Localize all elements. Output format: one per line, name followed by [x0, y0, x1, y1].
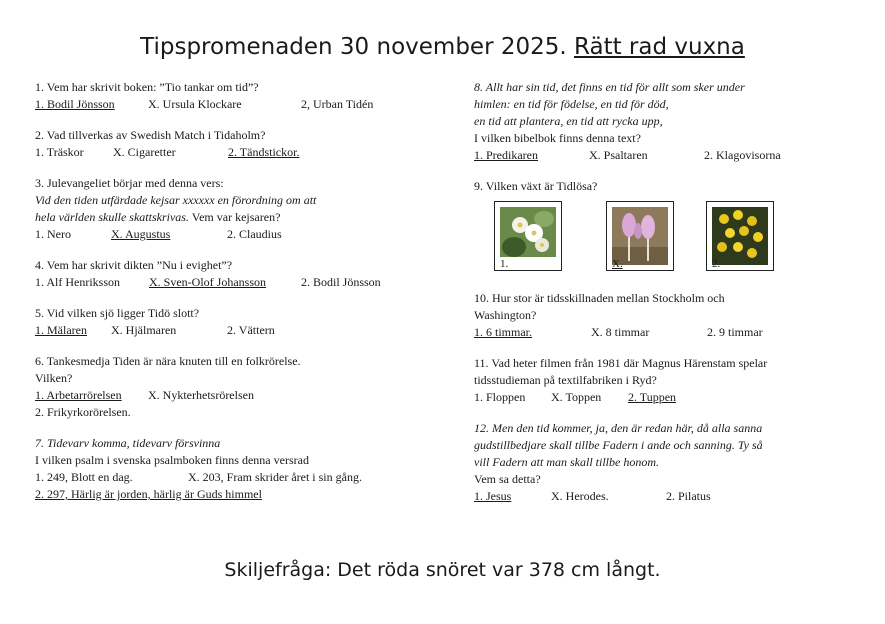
answer-2: 2. Vättern [227, 323, 275, 337]
answer-1: 1. Nero [35, 227, 71, 241]
question-text: Vem sa detta? [474, 472, 541, 486]
answer-2: 2. Claudius [227, 227, 282, 241]
page-title [0, 34, 885, 60]
answer-2: 2. Frikyrkorörelsen. [35, 405, 131, 419]
crocus-flower-icon [612, 207, 668, 265]
answer-x: X. Nykterhetsrörelsen [148, 388, 254, 402]
question-text: 9. Vilken växt är Tidlösa? [474, 179, 598, 193]
tiebreaker-text: Skiljefråga: Det röda snöret var 378 cm långt. [224, 559, 661, 581]
question-text: I vilken psalm i svenska psalmboken finns denna versrad [35, 453, 309, 467]
question-9 [474, 178, 859, 276]
quote-line: gudstillbedjare skall tillbe Fadern i ande och sanning. Ty så [474, 438, 763, 452]
quote-line: hela världen skulle skattskrivas. [35, 210, 189, 224]
answer-1: 1. Mälaren [35, 323, 87, 337]
answer-2: 2. 9 timmar [707, 325, 763, 339]
quote-line: 8. Allt har sin tid, det finns en tid för allt som sker under [474, 80, 745, 94]
quote-line: 12. Men den tid kommer, ja, den är redan här, då alla sanna [474, 421, 763, 435]
answer-1: 1. 249, Blott en dag. [35, 470, 133, 484]
question-8 [474, 79, 859, 164]
question-text: 5. Vid vilken sjö ligger Tidö slott? [35, 306, 200, 320]
answer-2: 2. Tuppen [628, 390, 677, 404]
question-text: tidsstudieman på textilfabriken i Ryd? [474, 373, 657, 387]
quote-line: 7. Tidevarv komma, tidevarv försvinna [35, 436, 221, 450]
answer-x: X. Cigaretter [113, 145, 176, 159]
question-text: I vilken bibelbok finns denna text? [474, 131, 641, 145]
answer-x: X. 203, Fram skrider året i sin gång. [188, 470, 362, 484]
answer-x: X. Herodes. [551, 489, 609, 503]
title-subtitle: Rätt rad vuxna [574, 34, 745, 60]
question-3 [35, 175, 435, 243]
answer-2: 2. Pilatus [666, 489, 711, 503]
answer-x: X. Sven-Olof Johansson [149, 275, 266, 289]
yellow-flower-icon [712, 207, 768, 265]
left-column [35, 79, 435, 517]
quote-line: en tid att plantera, en tid att rycka upp, [474, 114, 663, 128]
question-1 [35, 79, 435, 113]
answer-x: X. Augustus [111, 227, 171, 241]
answer-x: X. Toppen [551, 390, 602, 404]
question-7 [35, 435, 435, 503]
question-10 [474, 290, 859, 341]
question-text: 10. Hur stor är tidsskillnaden mellan Stockholm och [474, 291, 725, 305]
question-5 [35, 305, 435, 339]
answer-x: X. Hjälmaren [111, 323, 177, 337]
title-main: Tipspromenaden 30 november 2025. [140, 34, 567, 60]
question-11 [474, 355, 859, 406]
image-label: X. [612, 258, 623, 270]
right-column [474, 79, 859, 519]
question-text: Washington? [474, 308, 537, 322]
answer-2: 2. Klagovisorna [704, 148, 781, 162]
plant-images [474, 201, 859, 276]
question-text: 11. Vad heter filmen från 1981 där Magnus Härenstam spelar [474, 356, 768, 370]
answer-x: X. Ursula Klockare [148, 97, 242, 111]
quote-line: Vid den tiden utfärdade kejsar xxxxxx en förordning om att [35, 193, 317, 207]
question-text: 4. Vem har skrivit dikten ”Nu i evighet”? [35, 258, 233, 272]
plant-image-2 [706, 201, 774, 271]
question-4 [35, 257, 435, 291]
question-text: 6. Tankesmedja Tiden är nära knuten till en folkrörelse. [35, 354, 301, 368]
white-flower-icon [500, 207, 556, 257]
answer-1: 1. Träskor [35, 145, 84, 159]
answer-2: 2, Urban Tidén [301, 97, 374, 111]
plant-image-1 [494, 201, 562, 271]
answer-1: 1. Alf Henriksson [35, 275, 120, 289]
answer-x: X. 8 timmar [591, 325, 650, 339]
answer-2: 2. 297, Härlig är jorden, härlig är Guds himmel [35, 487, 262, 501]
answer-2: 2. Tändstickor. [228, 145, 300, 159]
answer-1: 1. Arbetarrörelsen [35, 388, 122, 402]
answer-1: 1. Floppen [474, 390, 526, 404]
plant-image-x [606, 201, 674, 271]
quote-line: vill Fadern att man skall tillbe honom. [474, 455, 659, 469]
question-text: 1. Vem har skrivit boken: ”Tio tankar om tid”? [35, 80, 259, 94]
answer-1: 1. 6 timmar. [474, 325, 532, 339]
answer-1: 1. Predikaren [474, 148, 538, 162]
image-label: 2. [712, 258, 721, 270]
answer-x: X. Psaltaren [589, 148, 648, 162]
question-text: 3. Julevangeliet börjar med denna vers: [35, 176, 224, 190]
answer-1: 1. Jesus [474, 489, 512, 503]
question-text: Vilken? [35, 371, 73, 385]
question-12 [474, 420, 859, 505]
question-text: Vem var kejsaren? [191, 210, 281, 224]
answer-2: 2. Bodil Jönsson [301, 275, 381, 289]
question-6 [35, 353, 435, 421]
quote-line: himlen: en tid för födelse, en tid för död, [474, 97, 669, 111]
question-text: 2. Vad tillverkas av Swedish Match i Tidaholm? [35, 128, 266, 142]
answer-1: 1. Bodil Jönsson [35, 97, 115, 111]
question-2 [35, 127, 435, 161]
image-label: 1. [500, 258, 509, 270]
